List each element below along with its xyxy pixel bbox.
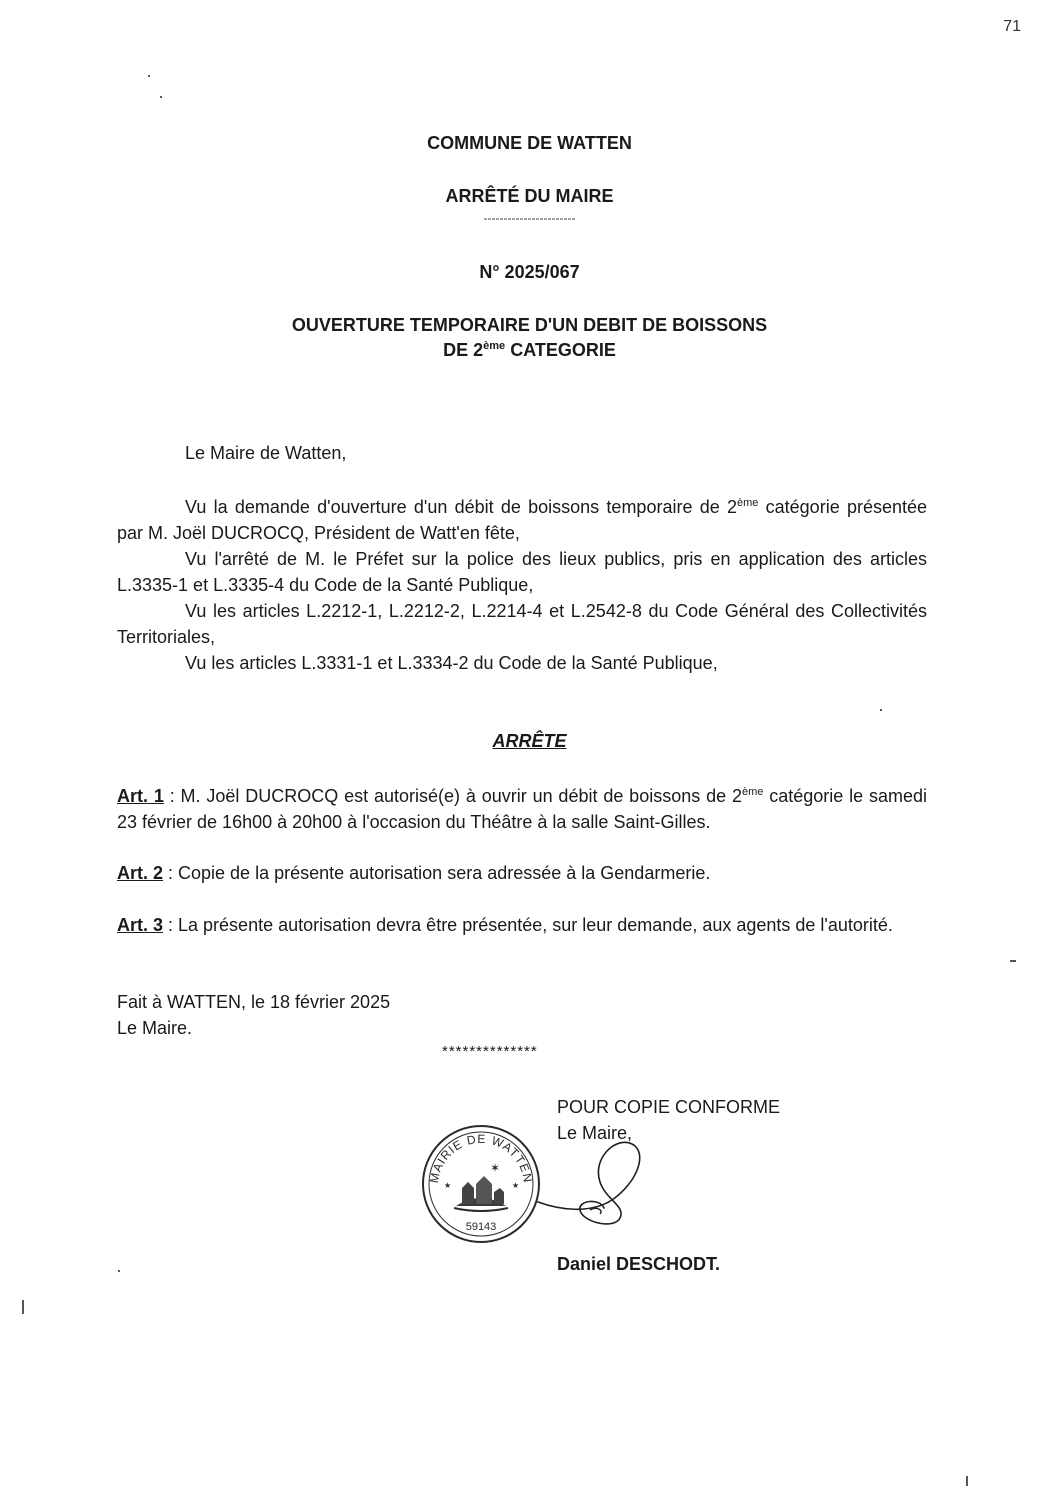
scan-speck xyxy=(148,75,150,77)
article-1 xyxy=(117,783,927,835)
stars-separator: ************** xyxy=(442,1043,538,1060)
vu-demande xyxy=(117,494,927,546)
subject-line-2 xyxy=(0,340,1059,361)
star-icon: ✶ xyxy=(490,1161,501,1175)
stamp-right-star-icon: ★ xyxy=(512,1181,520,1190)
article-2-label: Art. 2 xyxy=(117,863,164,883)
subject-line-2-superscript: ème xyxy=(483,340,506,352)
vu-demande-part1: Vu la demande d'ouverture d'un débit de boissons temporaire de 2 xyxy=(185,497,737,517)
stamp-emblem xyxy=(454,1161,508,1211)
arrete-number: N° 2025/067 xyxy=(479,262,580,282)
arrete-title: ARRÊTÉ DU MAIRE xyxy=(445,186,614,206)
vu-articles-csp: Vu les articles L.3331-1 et L.3334-2 du Code de la Santé Publique, xyxy=(185,653,718,673)
vu-articles-cgct: Vu les articles L.2212-1, L.2212-2, L.2214-4 et L.2542-8 du Code Général des Collectivités Territoriales, xyxy=(117,601,927,647)
signatory-title: Le Maire. xyxy=(117,1018,193,1038)
vu-demande-part2: catégorie présentée par M. Joël DUCROCQ, Président de Watt'en fête, xyxy=(117,497,928,543)
scan-speck xyxy=(22,1300,24,1314)
commune-heading: COMMUNE DE WATTEN xyxy=(427,133,632,153)
article-3 xyxy=(117,912,927,938)
article-2-text: : Copie de la présente autorisation sera adressée à la Gendarmerie. xyxy=(163,863,711,883)
certification-title: Le Maire, xyxy=(557,1123,633,1143)
signer-name: Daniel DESCHODT. xyxy=(557,1254,721,1274)
scan-speck xyxy=(1010,960,1016,962)
subject-line-2-prefix: DE 2 xyxy=(443,340,484,360)
scan-speck xyxy=(118,1270,120,1272)
copie-conforme: POUR COPIE CONFORME xyxy=(557,1097,781,1117)
scan-speck xyxy=(160,96,162,98)
decision-heading-text: ARRÊTE xyxy=(492,731,567,751)
article-3-text: : La présente autorisation devra être présentée, sur leur demande, aux agents de l'autorité. xyxy=(163,915,893,935)
article-1-superscript: ème xyxy=(741,786,764,798)
place-date: Fait à WATTEN, le 18 février 2025 xyxy=(117,992,391,1012)
stamp-left-star-icon: ★ xyxy=(444,1181,452,1190)
preamble-opening: Le Maire de Watten, xyxy=(185,443,347,463)
subject-line-2-suffix: CATEGORIE xyxy=(505,340,616,360)
article-1-label: Art. 1 xyxy=(117,786,164,806)
article-2 xyxy=(117,860,927,886)
stamp-top-text: MAIRIE DE WATTEN xyxy=(426,1131,536,1185)
vu-demande-superscript: ème xyxy=(737,497,759,509)
scan-speck xyxy=(966,1476,968,1486)
article-1-text-part1: : M. Joël DUCROCQ est autorisé(e) à ouvrir un débit de boissons de 2 xyxy=(163,786,742,806)
separator-dashes: ----------------------- xyxy=(483,211,576,225)
scan-speck xyxy=(880,709,882,711)
article-3-label: Art. 3 xyxy=(117,915,164,935)
handwritten-signature xyxy=(520,1130,660,1240)
article-1-text-part2: catégorie le samedi 23 février de 16h00 à 20h00 à l'occasion du Théâtre à la salle Saint-Gilles. xyxy=(117,786,927,832)
page-number: 71 xyxy=(1003,18,1021,35)
vu-arrete-prefet: Vu l'arrêté de M. le Préfet sur la police des lieux publics, pris en application des articles L.3335-1 et L.3335-4 du Code de la Santé Publique, xyxy=(117,549,927,595)
stamp-bottom-text: 59143 xyxy=(465,1221,497,1233)
subject-line-1: OUVERTURE TEMPORAIRE D'UN DEBIT DE BOISSONS xyxy=(291,315,768,335)
decision-heading xyxy=(0,731,1059,752)
